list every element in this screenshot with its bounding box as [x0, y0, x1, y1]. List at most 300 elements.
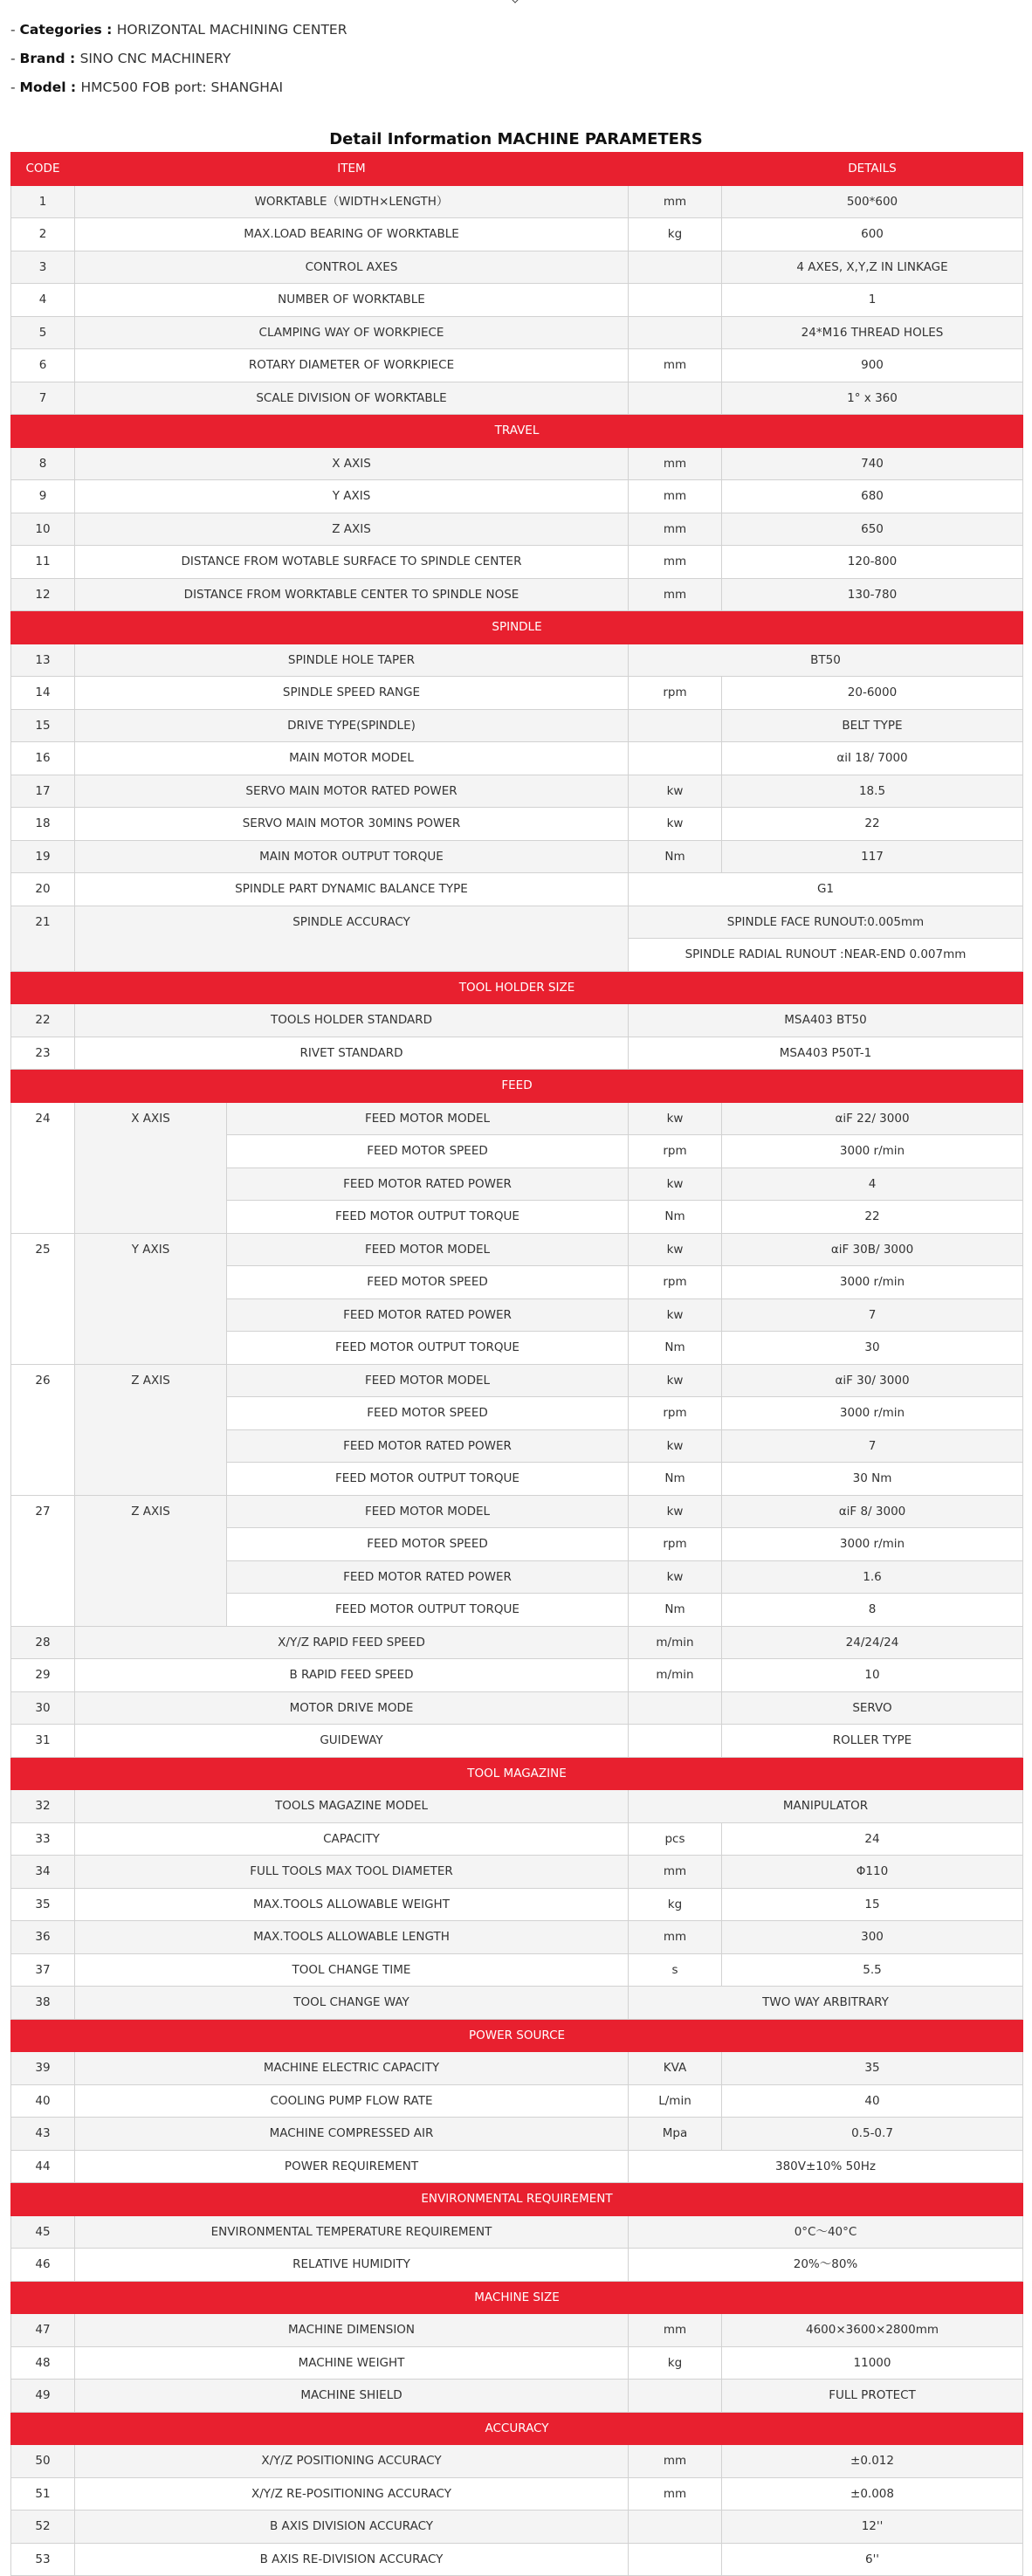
details-cell: 130-780 — [722, 578, 1023, 611]
code-cell: 23 — [11, 1037, 75, 1070]
code-cell: 37 — [11, 1953, 75, 1987]
unit-cell: kw — [629, 1233, 722, 1266]
table-row — [11, 840, 1023, 873]
section-row — [11, 1070, 1023, 1103]
details-cell: 4 AXES, X,Y,Z IN LINKAGE — [722, 251, 1023, 284]
item-cell: X/Y/Z RAPID FEED SPEED — [75, 1626, 629, 1659]
details-cell: SERVO — [722, 1691, 1023, 1725]
unit-cell: mm — [629, 1921, 722, 1954]
section-header-tool_holder: TOOL HOLDER SIZE — [11, 971, 1023, 1004]
item-cell: MAIN MOTOR MODEL — [75, 742, 629, 775]
unit-cell: pcs — [629, 1822, 722, 1856]
unit-cell: rpm — [629, 1266, 722, 1299]
details-cell: 500*600 — [722, 185, 1023, 218]
code-cell: 9 — [11, 480, 75, 513]
item-cell: FEED MOTOR MODEL — [227, 1364, 629, 1397]
item-cell: FEED MOTOR SPEED — [227, 1528, 629, 1561]
details-cell: 740 — [722, 447, 1023, 480]
table-row — [11, 284, 1023, 317]
details-cell: 30 Nm — [722, 1463, 1023, 1496]
details-cell: 0.5-0.7 — [722, 2118, 1023, 2151]
code-cell: 25 — [11, 1233, 75, 1364]
item-cell: WORKTABLE（WIDTH×LENGTH） — [75, 185, 629, 218]
code-cell: 16 — [11, 742, 75, 775]
unit-cell — [629, 742, 722, 775]
details-cell: 1 — [722, 284, 1023, 317]
item-cell: CLAMPING WAY OF WORKPIECE — [75, 316, 629, 349]
item-cell: SERVO MAIN MOTOR 30MINS POWER — [75, 808, 629, 841]
item-cell: DISTANCE FROM WORKTABLE CENTER TO SPINDLE NOSE — [75, 578, 629, 611]
unit-cell: mm — [629, 2445, 722, 2478]
table-row — [11, 349, 1023, 382]
code-cell: 3 — [11, 251, 75, 284]
code-cell: 8 — [11, 447, 75, 480]
table-row — [11, 1790, 1023, 1823]
code-header: CODE — [11, 153, 75, 186]
value-cell: MANIPULATOR — [629, 1790, 1023, 1823]
table-row — [11, 1626, 1023, 1659]
details-cell: 3000 r/min — [722, 1528, 1023, 1561]
code-cell: 11 — [11, 546, 75, 579]
unit-cell: rpm — [629, 1528, 722, 1561]
item-cell: Y AXIS — [75, 480, 629, 513]
unit-cell: kg — [629, 1888, 722, 1921]
details-cell: 22 — [722, 1201, 1023, 1234]
table-row — [11, 578, 1023, 611]
details-cell: 10 — [722, 1659, 1023, 1692]
section-header-tool_magazine: TOOL MAGAZINE — [11, 1757, 1023, 1790]
code-cell: 5 — [11, 316, 75, 349]
code-cell: 28 — [11, 1626, 75, 1659]
unit-cell: m/min — [629, 1659, 722, 1692]
code-cell: 39 — [11, 2052, 75, 2085]
code-cell: 38 — [11, 1987, 75, 2020]
item-cell: ROTARY DIAMETER OF WORKPIECE — [75, 349, 629, 382]
item-cell: FEED MOTOR SPEED — [227, 1397, 629, 1430]
unit-cell: Mpa — [629, 2118, 722, 2151]
code-cell: 31 — [11, 1725, 75, 1758]
axis-cell: X AXIS — [75, 1102, 227, 1233]
unit-cell — [629, 1691, 722, 1725]
item-cell: DISTANCE FROM WOTABLE SURFACE TO SPINDLE CENTER — [75, 546, 629, 579]
table-row — [11, 1921, 1023, 1954]
table-row — [11, 808, 1023, 841]
details-cell: 12'' — [722, 2511, 1023, 2544]
unit-cell: mm — [629, 185, 722, 218]
unit-cell: mm — [629, 2314, 722, 2347]
details-cell: ROLLER TYPE — [722, 1725, 1023, 1758]
item-cell: B RAPID FEED SPEED — [75, 1659, 629, 1692]
code-cell: 17 — [11, 775, 75, 808]
details-cell: 120-800 — [722, 546, 1023, 579]
item-cell: COOLING PUMP FLOW RATE — [75, 2084, 629, 2118]
item-cell: FEED MOTOR RATED POWER — [227, 1298, 629, 1332]
unit-cell: KVA — [629, 2052, 722, 2085]
details-cell: 40 — [722, 2084, 1023, 2118]
table-row — [11, 218, 1023, 251]
section-row — [11, 2183, 1023, 2216]
unit-cell: kg — [629, 218, 722, 251]
code-cell: 18 — [11, 808, 75, 841]
table-row — [11, 873, 1023, 906]
details-cell: 24*M16 THREAD HOLES — [722, 316, 1023, 349]
item-cell: B AXIS RE-DIVISION ACCURACY — [75, 2543, 629, 2576]
item-cell: FEED MOTOR MODEL — [227, 1233, 629, 1266]
details-cell: 1° x 360 — [722, 382, 1023, 415]
item-cell: MAX.LOAD BEARING OF WORKTABLE — [75, 218, 629, 251]
details-cell: αiF 30B/ 3000 — [722, 1233, 1023, 1266]
machine-parameters-table — [10, 152, 1023, 2576]
value-cell: MSA403 P50T-1 — [629, 1037, 1023, 1070]
unit-cell: kw — [629, 1298, 722, 1332]
unit-header — [629, 153, 722, 186]
details-cell: Φ110 — [722, 1856, 1023, 1889]
code-cell: 19 — [11, 840, 75, 873]
item-cell: MAX.TOOLS ALLOWABLE WEIGHT — [75, 1888, 629, 1921]
item-cell: GUIDEWAY — [75, 1725, 629, 1758]
details-cell: αiF 22/ 3000 — [722, 1102, 1023, 1135]
item-cell: MAIN MOTOR OUTPUT TORQUE — [75, 840, 629, 873]
details-cell: 4 — [722, 1167, 1023, 1201]
unit-cell: Nm — [629, 1201, 722, 1234]
value-cell: TWO WAY ARBITRARY — [629, 1987, 1023, 2020]
meta-categories: - Categories : HORIZONTAL MACHINING CENTER — [10, 22, 347, 38]
value-cell: 20%～80% — [629, 2249, 1023, 2282]
unit-cell: mm — [629, 513, 722, 546]
table-row — [11, 2084, 1023, 2118]
unit-cell: kw — [629, 1495, 722, 1528]
details-cell: αiF 30/ 3000 — [722, 1364, 1023, 1397]
table-row — [11, 1037, 1023, 1070]
code-cell: 20 — [11, 873, 75, 906]
table-row — [11, 2215, 1023, 2249]
item-cell: MACHINE COMPRESSED AIR — [75, 2118, 629, 2151]
unit-cell: s — [629, 1953, 722, 1987]
details-cell: 8 — [722, 1594, 1023, 1627]
item-cell: SPINDLE SPEED RANGE — [75, 677, 629, 710]
item-cell: X/Y/Z RE-POSITIONING ACCURACY — [75, 2477, 629, 2511]
unit-cell: mm — [629, 546, 722, 579]
item-cell: SERVO MAIN MOTOR RATED POWER — [75, 775, 629, 808]
item-cell: CONTROL AXES — [75, 251, 629, 284]
meta-label: Brand — [19, 51, 65, 66]
item-cell: SPINDLE ACCURACY — [75, 906, 629, 971]
item-cell: FEED MOTOR OUTPUT TORQUE — [227, 1201, 629, 1234]
table-row — [11, 709, 1023, 742]
details-cell: 600 — [722, 218, 1023, 251]
item-cell: Z AXIS — [75, 513, 629, 546]
unit-cell — [629, 382, 722, 415]
section-row — [11, 2412, 1023, 2445]
details-cell: 3000 r/min — [722, 1266, 1023, 1299]
item-cell: TOOLS MAGAZINE MODEL — [75, 1790, 629, 1823]
unit-cell: Nm — [629, 1332, 722, 1365]
item-cell: MACHINE SHIELD — [75, 2380, 629, 2413]
unit-cell — [629, 1725, 722, 1758]
table-row — [11, 1691, 1023, 1725]
table-row — [11, 2445, 1023, 2478]
item-cell: TOOLS HOLDER STANDARD — [75, 1004, 629, 1037]
item-cell: MOTOR DRIVE MODE — [75, 1691, 629, 1725]
meta-value: HMC500 FOB port: SHANGHAI — [80, 79, 284, 95]
code-cell: 6 — [11, 349, 75, 382]
code-cell: 13 — [11, 644, 75, 677]
meta-value: SINO CNC MACHINERY — [79, 51, 231, 66]
code-cell: 26 — [11, 1364, 75, 1495]
details-cell: 35 — [722, 2052, 1023, 2085]
item-cell: MACHINE ELECTRIC CAPACITY — [75, 2052, 629, 2085]
code-cell: 50 — [11, 2445, 75, 2478]
details-cell: 117 — [722, 840, 1023, 873]
details-cell: 650 — [722, 513, 1023, 546]
table-row — [11, 1102, 1023, 1135]
table-row — [11, 775, 1023, 808]
value-cell: BT50 — [629, 644, 1023, 677]
item-cell: FEED MOTOR OUTPUT TORQUE — [227, 1463, 629, 1496]
code-cell: 35 — [11, 1888, 75, 1921]
section-header-machine_size: MACHINE SIZE — [11, 2281, 1023, 2314]
code-cell: 32 — [11, 1790, 75, 1823]
code-cell: 45 — [11, 2215, 75, 2249]
unit-cell — [629, 2543, 722, 2576]
table-row — [11, 382, 1023, 415]
unit-cell — [629, 709, 722, 742]
details-cell: 300 — [722, 1921, 1023, 1954]
details-cell: 680 — [722, 480, 1023, 513]
details-cell: 900 — [722, 349, 1023, 382]
item-cell: FEED MOTOR OUTPUT TORQUE — [227, 1594, 629, 1627]
table-row — [11, 677, 1023, 710]
axis-cell: Z AXIS — [75, 1495, 227, 1626]
code-cell: 49 — [11, 2380, 75, 2413]
details-cell: 7 — [722, 1298, 1023, 1332]
code-cell: 27 — [11, 1495, 75, 1626]
unit-cell: kw — [629, 1167, 722, 1201]
section-header-travel: TRAVEL — [11, 415, 1023, 448]
item-cell: FULL TOOLS MAX TOOL DIAMETER — [75, 1856, 629, 1889]
details-cell: 30 — [722, 1332, 1023, 1365]
table-row — [11, 2346, 1023, 2380]
table-row — [11, 1953, 1023, 1987]
details-cell: 15 — [722, 1888, 1023, 1921]
details-cell: 7 — [722, 1429, 1023, 1463]
details-cell: 4600×3600×2800mm — [722, 2314, 1023, 2347]
details-cell: αiF 8/ 3000 — [722, 1495, 1023, 1528]
unit-cell: m/min — [629, 1626, 722, 1659]
table-row — [11, 316, 1023, 349]
axis-cell: Z AXIS — [75, 1364, 227, 1495]
details-cell: ±0.012 — [722, 2445, 1023, 2478]
item-cell: X/Y/Z POSITIONING ACCURACY — [75, 2445, 629, 2478]
item-cell: POWER REQUIREMENT — [75, 2150, 629, 2183]
table-row — [11, 2150, 1023, 2183]
item-cell: B AXIS DIVISION ACCURACY — [75, 2511, 629, 2544]
table-row — [11, 2380, 1023, 2413]
code-cell: 15 — [11, 709, 75, 742]
unit-cell — [629, 2380, 722, 2413]
details-cell: αiI 18/ 7000 — [722, 742, 1023, 775]
code-cell: 1 — [11, 185, 75, 218]
unit-cell — [629, 316, 722, 349]
unit-cell: mm — [629, 447, 722, 480]
table-row — [11, 2543, 1023, 2576]
table-row — [11, 2314, 1023, 2347]
unit-cell: mm — [629, 480, 722, 513]
code-cell: 24 — [11, 1102, 75, 1233]
table-row — [11, 1856, 1023, 1889]
code-cell: 14 — [11, 677, 75, 710]
table-row — [11, 1004, 1023, 1037]
section-header-environment: ENVIRONMENTAL REQUIREMENT — [11, 2183, 1023, 2216]
table-row — [11, 1725, 1023, 1758]
code-cell: 29 — [11, 1659, 75, 1692]
item-cell: SPINDLE HOLE TAPER — [75, 644, 629, 677]
code-cell: 30 — [11, 1691, 75, 1725]
table-row — [11, 546, 1023, 579]
code-cell: 2 — [11, 218, 75, 251]
value-cell: SPINDLE FACE RUNOUT:0.005mm — [629, 906, 1023, 939]
code-cell: 22 — [11, 1004, 75, 1037]
unit-cell: rpm — [629, 1135, 722, 1168]
table-row — [11, 1987, 1023, 2020]
section-header-spindle: SPINDLE — [11, 611, 1023, 644]
table-row — [11, 1233, 1023, 1266]
section-header-accuracy: ACCURACY — [11, 2412, 1023, 2445]
details-cell: 3000 r/min — [722, 1135, 1023, 1168]
detail-title: Detail Information MACHINE PARAMETERS — [329, 130, 703, 148]
item-cell: FEED MOTOR MODEL — [227, 1495, 629, 1528]
code-cell: 48 — [11, 2346, 75, 2380]
item-cell: FEED MOTOR RATED POWER — [227, 1560, 629, 1594]
details-cell: ±0.008 — [722, 2477, 1023, 2511]
table-row — [11, 906, 1023, 939]
code-cell: 46 — [11, 2249, 75, 2282]
unit-cell: mm — [629, 1856, 722, 1889]
meta-brand: - Brand : SINO CNC MACHINERY — [10, 51, 231, 66]
table-row — [11, 1495, 1023, 1528]
unit-cell — [629, 2511, 722, 2544]
section-header-feed: FEED — [11, 1070, 1023, 1103]
item-cell: NUMBER OF WORKTABLE — [75, 284, 629, 317]
code-cell: 7 — [11, 382, 75, 415]
value-cell: MSA403 BT50 — [629, 1004, 1023, 1037]
table-row — [11, 1659, 1023, 1692]
item-cell: MAX.TOOLS ALLOWABLE LENGTH — [75, 1921, 629, 1954]
details-header: DETAILS — [722, 153, 1023, 186]
code-cell: 51 — [11, 2477, 75, 2511]
section-row — [11, 2281, 1023, 2314]
table-row — [11, 513, 1023, 546]
code-cell: 47 — [11, 2314, 75, 2347]
item-cell: FEED MOTOR SPEED — [227, 1266, 629, 1299]
item-cell: SCALE DIVISION OF WORKTABLE — [75, 382, 629, 415]
table-row — [11, 2249, 1023, 2282]
details-cell: 18.5 — [722, 775, 1023, 808]
details-cell: 11000 — [722, 2346, 1023, 2380]
meta-value: HORIZONTAL MACHINING CENTER — [116, 22, 347, 38]
table-row — [11, 185, 1023, 218]
code-cell: 4 — [11, 284, 75, 317]
details-cell: BELT TYPE — [722, 709, 1023, 742]
value-cell: G1 — [629, 873, 1023, 906]
meta-model: - Model : HMC500 FOB port: SHANGHAI — [10, 79, 284, 95]
value-cell: 0°C～40°C — [629, 2215, 1023, 2249]
item-cell: CAPACITY — [75, 1822, 629, 1856]
table-row — [11, 1822, 1023, 1856]
table-row — [11, 1888, 1023, 1921]
item-cell: ENVIRONMENTAL TEMPERATURE REQUIREMENT — [75, 2215, 629, 2249]
item-cell: MACHINE WEIGHT — [75, 2346, 629, 2380]
meta-label: Model — [19, 79, 66, 95]
table-row — [11, 480, 1023, 513]
table-header-row — [11, 153, 1023, 186]
details-cell: 24 — [722, 1822, 1023, 1856]
code-cell: 43 — [11, 2118, 75, 2151]
item-cell: FEED MOTOR SPEED — [227, 1135, 629, 1168]
code-cell: 12 — [11, 578, 75, 611]
section-header-power: POWER SOURCE — [11, 2019, 1023, 2052]
details-cell: 3000 r/min — [722, 1397, 1023, 1430]
details-cell: 20-6000 — [722, 677, 1023, 710]
unit-cell: Nm — [629, 1463, 722, 1496]
unit-cell: mm — [629, 2477, 722, 2511]
item-cell: FEED MOTOR RATED POWER — [227, 1429, 629, 1463]
details-cell: 24/24/24 — [722, 1626, 1023, 1659]
item-cell: TOOL CHANGE TIME — [75, 1953, 629, 1987]
unit-cell: kw — [629, 808, 722, 841]
item-cell: RIVET STANDARD — [75, 1037, 629, 1070]
table-row — [11, 1364, 1023, 1397]
details-cell: 22 — [722, 808, 1023, 841]
value-cell: 380V±10% 50Hz — [629, 2150, 1023, 2183]
section-row — [11, 2019, 1023, 2052]
code-cell: 36 — [11, 1921, 75, 1954]
unit-cell: kw — [629, 1429, 722, 1463]
table-row — [11, 251, 1023, 284]
table-row — [11, 2477, 1023, 2511]
item-cell: FEED MOTOR OUTPUT TORQUE — [227, 1332, 629, 1365]
code-cell: 52 — [11, 2511, 75, 2544]
unit-cell: rpm — [629, 1397, 722, 1430]
code-cell: 34 — [11, 1856, 75, 1889]
table-row — [11, 447, 1023, 480]
meta-label: Categories — [19, 22, 102, 38]
unit-cell: kw — [629, 775, 722, 808]
unit-cell — [629, 284, 722, 317]
unit-cell: kw — [629, 1560, 722, 1594]
section-row — [11, 415, 1023, 448]
section-row — [11, 971, 1023, 1004]
code-cell: 10 — [11, 513, 75, 546]
value-cell: SPINDLE RADIAL RUNOUT :NEAR-END 0.007mm — [629, 939, 1023, 972]
item-header: ITEM — [75, 153, 629, 186]
table-row — [11, 2052, 1023, 2085]
code-cell: 44 — [11, 2150, 75, 2183]
unit-cell: mm — [629, 578, 722, 611]
details-cell: 1.6 — [722, 1560, 1023, 1594]
details-cell: 6'' — [722, 2543, 1023, 2576]
unit-cell: Nm — [629, 840, 722, 873]
code-cell: 21 — [11, 906, 75, 971]
item-cell: TOOL CHANGE WAY — [75, 1987, 629, 2020]
code-cell: 40 — [11, 2084, 75, 2118]
code-cell: 53 — [11, 2543, 75, 2576]
axis-cell: Y AXIS — [75, 1233, 227, 1364]
code-cell: 33 — [11, 1822, 75, 1856]
chevron-down-icon[interactable] — [510, 0, 519, 3]
details-cell: FULL PROTECT — [722, 2380, 1023, 2413]
item-cell: SPINDLE PART DYNAMIC BALANCE TYPE — [75, 873, 629, 906]
